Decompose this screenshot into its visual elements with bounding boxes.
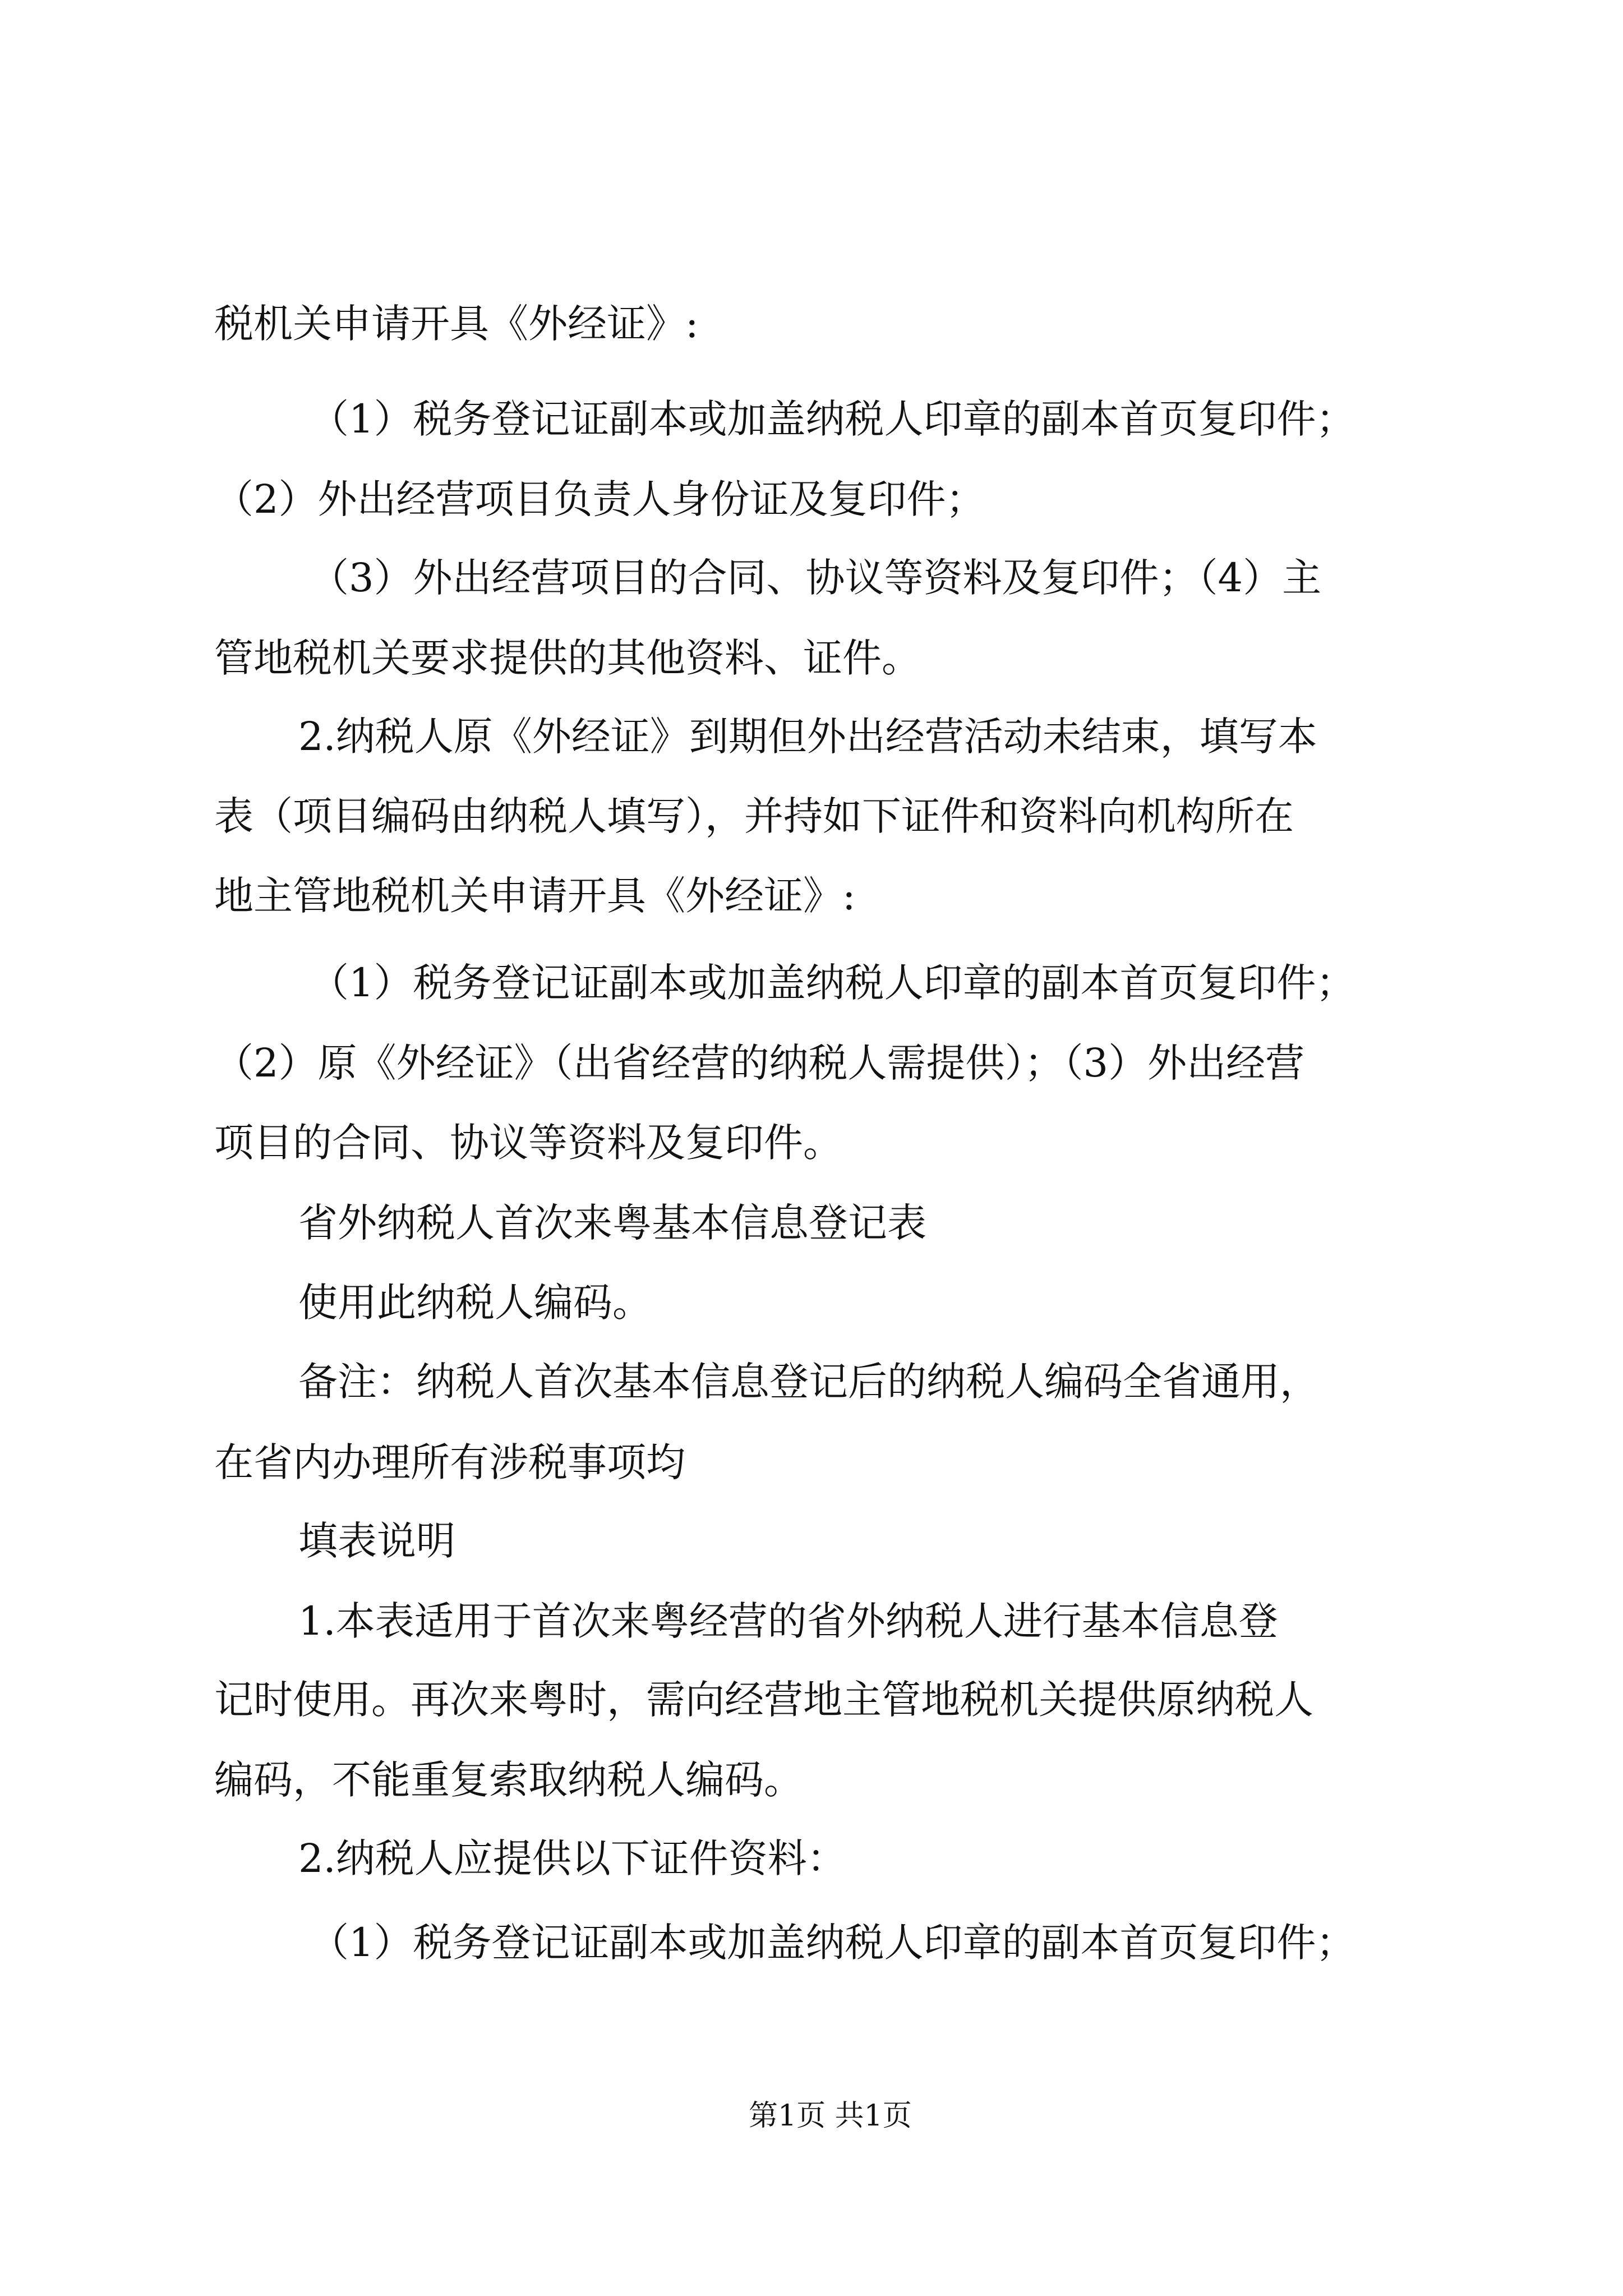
- text-line-6: 2.纳税人原《外经证》到期但外出经营活动未结束，填写本: [298, 714, 1317, 760]
- text-line-8: 地主管地税机关申请开具《外经证》:: [214, 873, 856, 919]
- text-line-14: 备注：纳税人首次基本信息登记后的纳税人编码全省通用，: [298, 1359, 1319, 1405]
- text-line-10: （2）原《外经证》（出省经营的纳税人需提供）；（3）外出经营: [214, 1040, 1305, 1086]
- text-line-15: 在省内办理所有涉税事项均: [214, 1439, 685, 1485]
- text-line-2: （1）税务登记证副本或加盖纳税人印章的副本首页复印件；: [310, 396, 1355, 442]
- text-line-1: 税机关申请开具《外经证》:: [214, 301, 699, 347]
- text-line-19: 编码，不能重复索取纳税人编码。: [214, 1757, 803, 1803]
- text-line-17: 1.本表适用于首次来粤经营的省外纳税人进行基本信息登: [298, 1598, 1278, 1644]
- text-line-12: 省外纳税人首次来粤基本信息登记表: [298, 1200, 926, 1246]
- page-footer: 第1页 共1页: [749, 2099, 912, 2133]
- text-line-9: （1）税务登记证副本或加盖纳税人印章的副本首页复印件；: [310, 960, 1355, 1006]
- text-line-3: （2）外出经营项目负责人身份证及复印件；: [214, 476, 985, 522]
- text-line-16: 填表说明: [298, 1518, 455, 1564]
- text-line-18: 记时使用。再次来粤时，需向经营地主管地税机关提供原纳税人: [214, 1677, 1313, 1723]
- text-line-21: （1）税务登记证副本或加盖纳税人印章的副本首页复印件；: [310, 1920, 1355, 1966]
- text-line-11: 项目的合同、协议等资料及复印件。: [214, 1120, 842, 1166]
- text-line-5: 管地税机关要求提供的其他资料、证件。: [214, 635, 921, 681]
- text-line-13: 使用此纳税人编码。: [298, 1280, 652, 1326]
- text-line-20: 2.纳税人应提供以下证件资料：: [298, 1835, 846, 1881]
- text-line-4: （3）外出经营项目的合同、协议等资料及复印件；（4）主: [310, 555, 1322, 601]
- text-line-7: 表（项目编码由纳税人填写），并持如下证件和资料向机构所在: [214, 793, 1294, 839]
